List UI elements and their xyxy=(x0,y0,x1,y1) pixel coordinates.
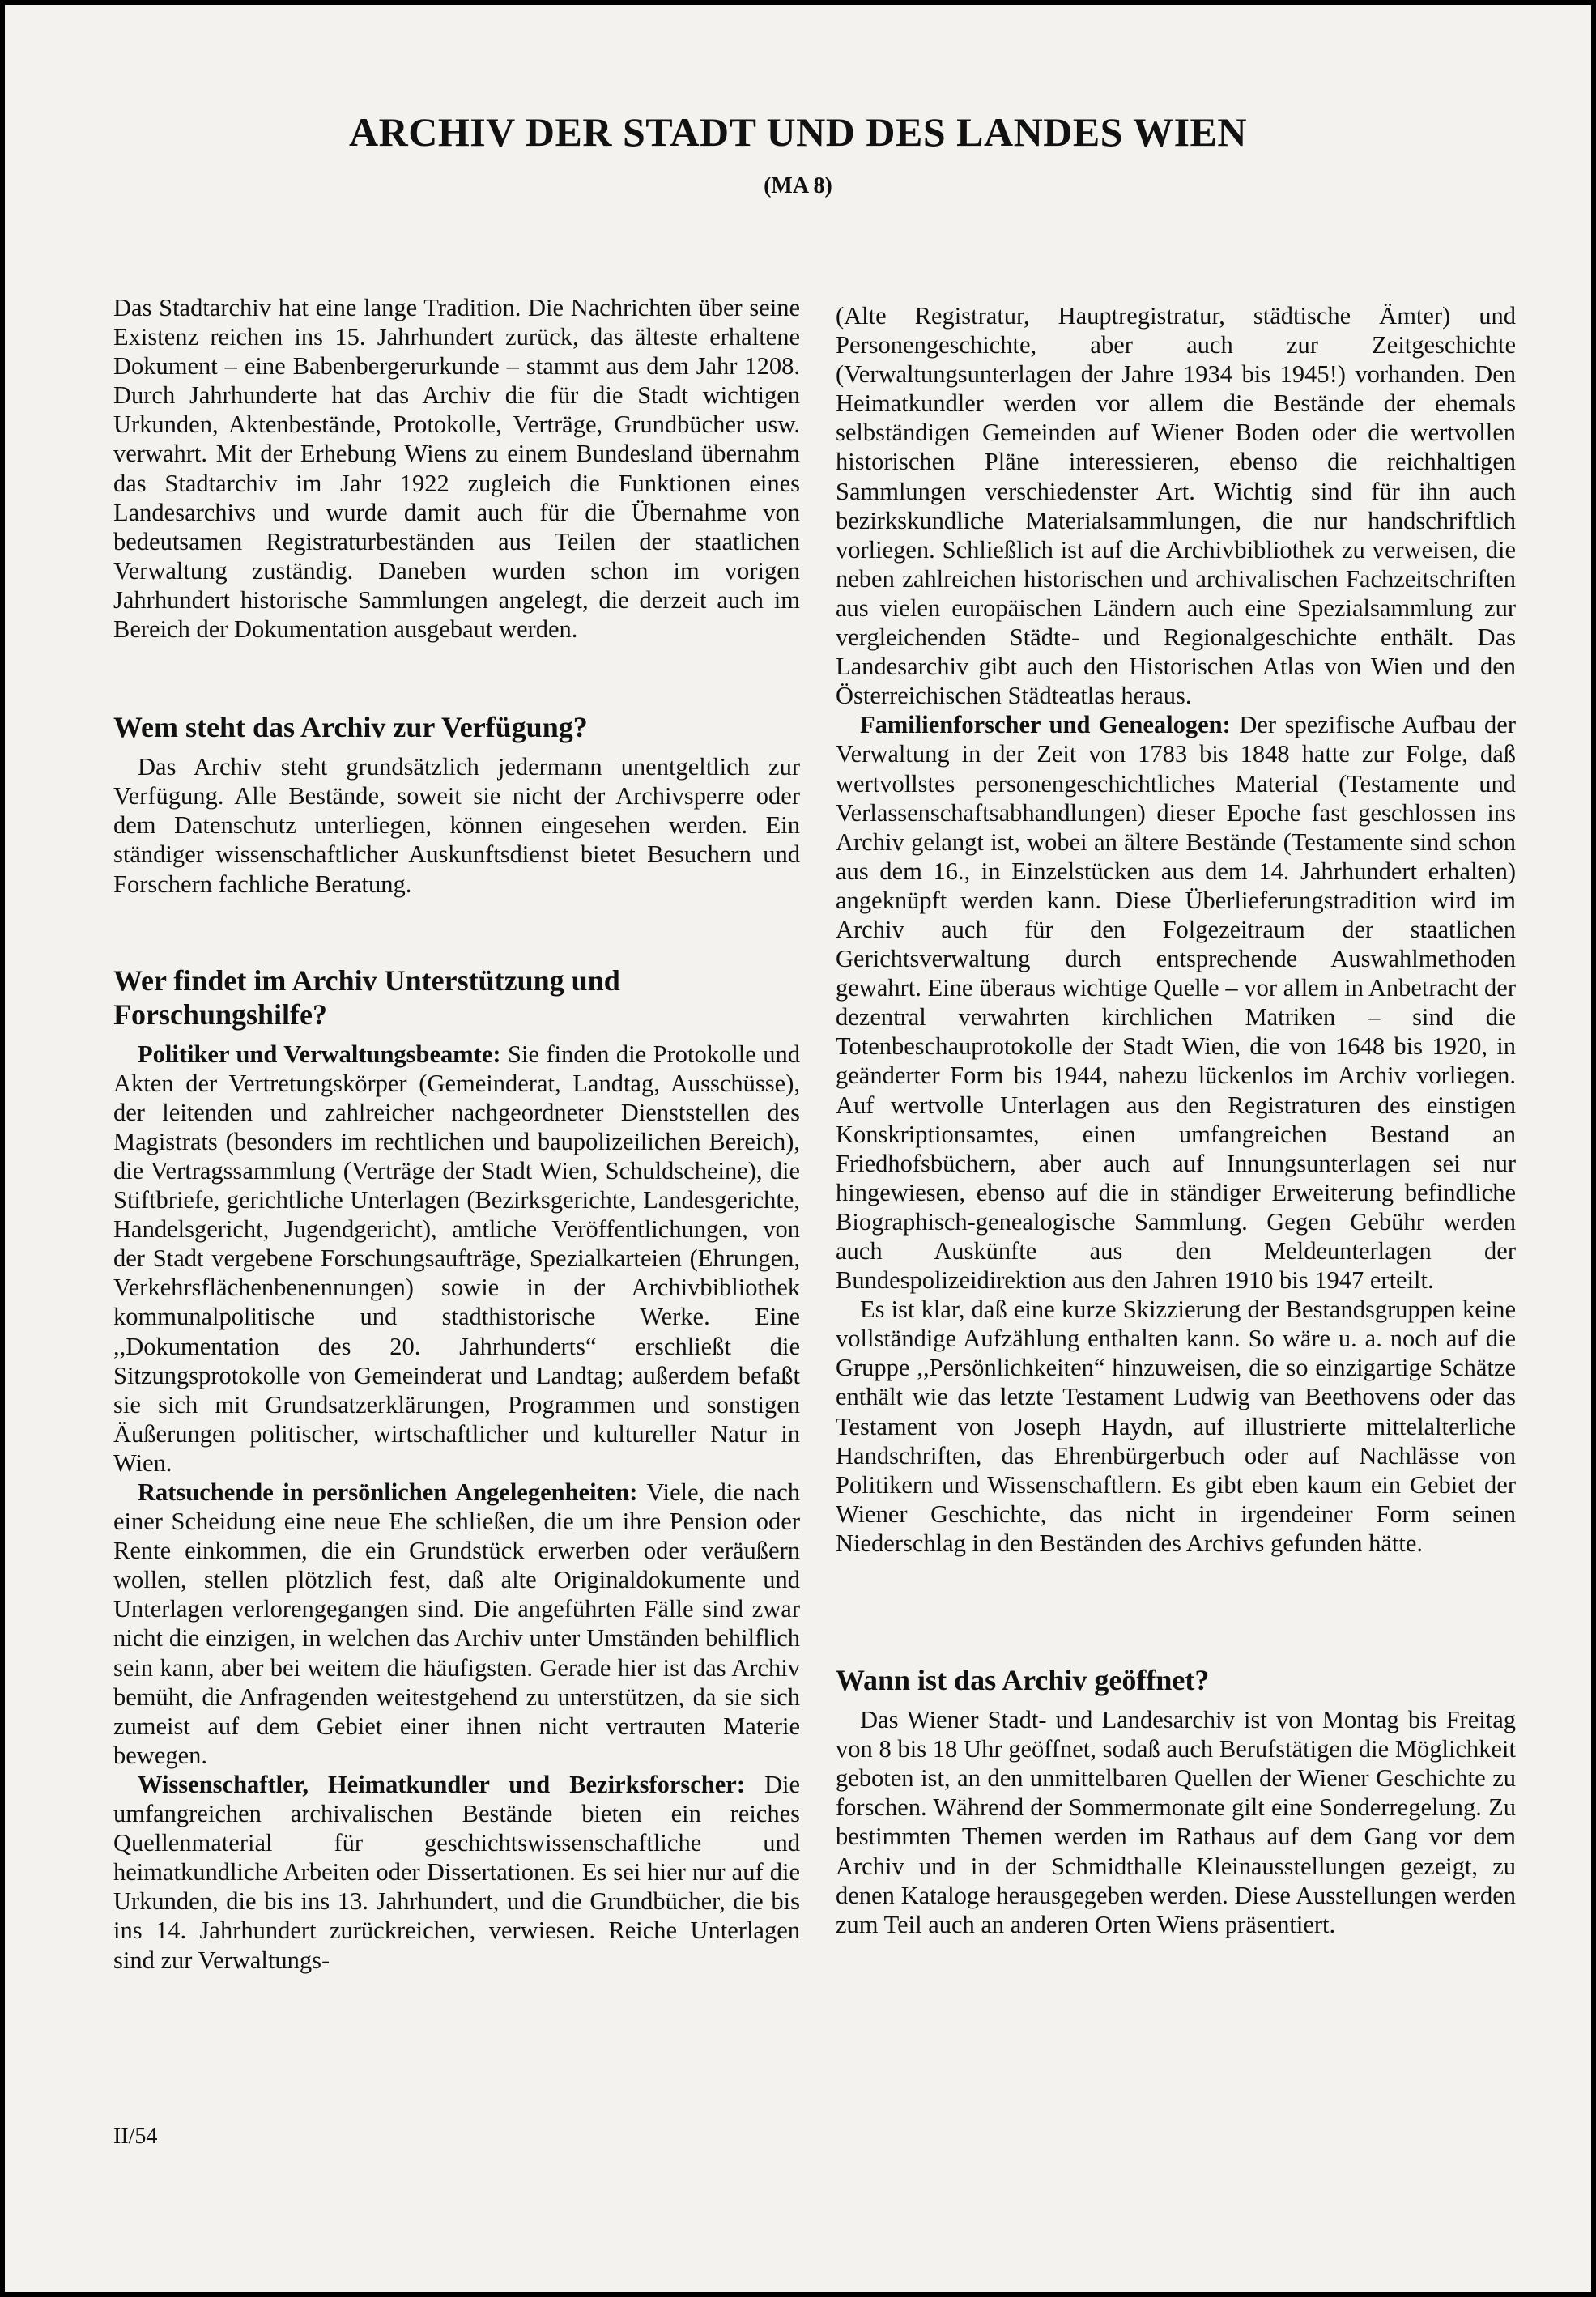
politicians-label: Politiker und Verwaltungsbeamte: xyxy=(138,1040,501,1068)
genealogists-text: Der spezifische Aufbau der Verwaltung in der Zeit von 1783 bis 1848 hatte zur Folge, daß wertvollstes personengeschichtliches Material (Testamente und Verlassenschaftsabhandlungen) dieser Epoche fast geschlossen ins Archiv gelangt ist, wobei an ältere Bestände (Testamente sind schon aus dem 16., in Einzelstücken aus dem 14. Jahrhundert erhalten) angeknüpft werden kann. Diese Überlieferungstradition wird im Archiv auch für den Folgezeitraum der staatlichen Gerichtsverwaltung durch entsprechende Auswahlmethoden gewahrt. Eine überaus wichtige Quelle – vor allem in Anbetracht der dezentral verwahrten kirchlichen Matriken – sind die Totenbeschauprotokolle der Stadt Wien, die von 1648 bis 1920, in geänderter Form bis 1944, nahezu lückenlos im Archiv vorliegen. Auf wertvolle Unterlagen aus den Registraturen des einstigen Konskriptionsamtes, einen umfangreichen Bestand an Friedhofsbüchern, aber auch auf Innungsunterlagen sei nur hingewiesen, ebenso auf die in ständiger Erweiterung befindliche Biographisch-genealogische Sammlung. Gegen Gebühr werden auch Auskünfte aus den Meldeunterlagen der Bundespolizeidirektion aus den Jahren 1910 bis 1947 erteilt. xyxy=(836,711,1516,1295)
left-column xyxy=(113,293,800,1975)
document-page xyxy=(5,5,1591,2292)
continuation-paragraph: (Alte Registratur, Hauptregistratur, städtische Ämter) und Personengeschichte, aber auch zur Zeitgeschichte (Verwaltungsunterlagen der Jahre 1934 bis 1945!) vorhanden. Den Heimatkundler werden vor allem die Bestände der ehemals selbständigen Gemeinden auf Wiener Boden oder die wertvollen historischen Pläne interessieren, ebenso die reichhaltigen Sammlungen verschiedenster Art. Wichtig sind für ihn auch bezirkskundliche Materialsammlungen, die nur handschriftlich vorliegen. Schließlich ist auf die Archivbibliothek zu verweisen, die neben zahlreichen historischen und archivalischen Fachzeitschriften aus vielen europäischen Ländern auch eine Spezialsammlung zur vergleichenden Städte- und Regionalgeschichte enthält. Das Landesarchiv gibt auch den Historischen Atlas von Wien und den Österreichischen Städteatlas heraus. xyxy=(836,302,1516,710)
politicians-text: Sie finden die Protokolle und Akten der Vertretungskörper (Gemeinderat, Landtag, Ausschüsse), der leitenden und zahlreicher nachgeordneter Dienststellen des Magistrats (besonders im rechtlichen und baupolizeilichen Bereich), die Vertragssammlung (Verträge der Stadt Wien, Schuldscheine), die Stiftbriefe, gerichtliche Unterlagen (Bezirksgerichte, Landesgerichte, Handelsgericht, Jugendgericht), amtliche Veröffentlichungen, von der Stadt vergebene Forschungsaufträge, Spezialkarteien (Ehrungen, Verkehrsflächenbenennungen) sowie in der Archivbibliothek kommunalpolitische und stadthistorische Werke. Eine ,,Dokumentation des 20. Jahrhunderts“ erschließt die Sitzungsprotokolle von Gemeinderat und Landtag; außerdem befaßt sie sich mit Grundsatzerklärungen, Programmen und sonstigen Äußerungen politischer, wirtschaftlicher und kultureller Natur in Wien. xyxy=(113,1040,801,1477)
advice-seekers-paragraph xyxy=(113,1478,800,1770)
researchers-label: Wissenschaftler, Heimatkundler und Bezirksforscher: xyxy=(138,1770,745,1798)
politicians-paragraph xyxy=(113,1040,800,1478)
right-column xyxy=(836,301,1516,1939)
summary-paragraph: Es ist klar, daß eine kurze Skizzierung der Bestandsgruppen keine vollständige Aufzählung enthalten kann. So wäre u. a. noch auf die Gruppe ,,Persönlichkeiten“ hinzuweisen, die so einzigartige Schätze enthält wie das letzte Testament Ludwig van Beethovens oder das Testament von Joseph Haydn, auf illustrierte mittelalterliche Handschriften, das Ehrenbürgerbuch oder auf Nachlässe von Politikern und Wissenschaftlern. Es gibt eben kaum ein Gebiet der Wiener Geschichte, das nicht in irgendeiner Form seinen Niederschlag in den Beständen des Archivs gefunden hätte. xyxy=(836,1295,1516,1557)
researchers-text: Die umfangreichen archivalischen Bestände bieten ein reiches Quellenmaterial für geschichtswissenschaftliche und heimatkundliche Arbeiten oder Dissertationen. Es sei hier nur auf die Urkunden, die bis ins 13. Jahrhundert, und die Grundbücher, die bis ins 14. Jahrhundert zurückreichen, verwiesen. Reiche Unterlagen sind zur Verwaltungs- xyxy=(113,1770,801,1974)
section-heading-opening-hours: Wann ist das Archiv geöffnet? xyxy=(836,1664,1210,1697)
section-heading-availability: Wem steht das Archiv zur Verfügung? xyxy=(113,711,588,744)
page-subtitle: (MA 8) xyxy=(764,173,832,198)
intro-paragraph: Das Stadtarchiv hat eine lange Tradition. Die Nachrichten über seine Existenz reichen ins 15. Jahrhundert zurück, das älteste erhaltene Dokument – eine Babenbergerurkunde – stammt aus dem Jahr 1208. Durch Jahrhunderte hat das Archiv die für die Stadt wichtigen Urkunden, Aktenbestände, Protokolle, Verträge, Grundbücher usw. verwahrt. Mit der Erhebung Wiens zu einem Bundesland übernahm das Stadtarchiv im Jahr 1922 zugleich die Funktionen eines Landesarchivs und wurde damit auch für die Übernahme von bedeutsamen Registraturbeständen aus Teilen der staatlichen Verwaltung zuständig. Daneben wurden schon im vorigen Jahrhundert historische Sammlungen angelegt, die derzeit auch im Bereich der Dokumentation ausgebaut werden. xyxy=(113,294,800,644)
opening-hours-paragraph: Das Wiener Stadt- und Landesarchiv ist von Montag bis Freitag von 8 bis 18 Uhr geöffnet, sodaß auch Berufstätigen die Möglichkeit geboten ist, an den unmittelbaren Quellen der Wiener Geschichte zu forschen. Während der Sommermonate gilt eine Sonderregelung. Zu bestimmten Themen werden im Rathaus auf dem Gang vor dem Archiv und in der Schmidthalle Kleinausstellungen gezeigt, zu denen Kataloge herausgegeben werden. Diese Ausstellungen werden zum Teil auch an anderen Orten Wiens präsentiert. xyxy=(836,1706,1516,1938)
advice-seekers-text: Viele, die nach einer Scheidung eine neue Ehe schließen, die um ihre Pension oder Rente einkommen, die ein Grundstück erwerben oder veräußern wollen, stellen plötzlich fest, daß alte Originaldokumente und Unterlagen verlorengegangen sind. Die angeführten Fälle sind zwar nicht die einzigen, in welchen das Archiv unter Umständen behilflich sein kann, aber bei weitem die häufigsten. Gerade hier ist das Archiv bemüht, die Anfragenden weitestgehend zu unterstützen, da sie sich zumeist auf dem Gebiet einer ihnen nicht vertrauten Materie bewegen. xyxy=(113,1478,801,1769)
availability-paragraph: Das Archiv steht grundsätzlich jedermann unentgeltlich zur Verfügung. Alle Bestände, soweit sie nicht der Archivsperre oder dem Datenschutz unterliegen, können eingesehen werden. Ein ständiger wissenschaftlicher Auskunftsdienst bietet Besuchern und Forschern fachliche Beratung. xyxy=(113,753,800,898)
genealogists-paragraph xyxy=(836,710,1516,1295)
page-title: ARCHIV DER STADT UND DES LANDES WIEN xyxy=(349,109,1247,155)
page-number: II/54 xyxy=(113,2124,158,2149)
section-heading-support: Wer findet im Archiv Unterstützung und Forschungshilfe? xyxy=(113,963,620,1031)
researchers-paragraph xyxy=(113,1770,800,1975)
advice-seekers-label: Ratsuchende in persönlichen Angelegenheiten: xyxy=(138,1478,638,1506)
genealogists-label: Familienforscher und Genealogen: xyxy=(860,711,1231,739)
